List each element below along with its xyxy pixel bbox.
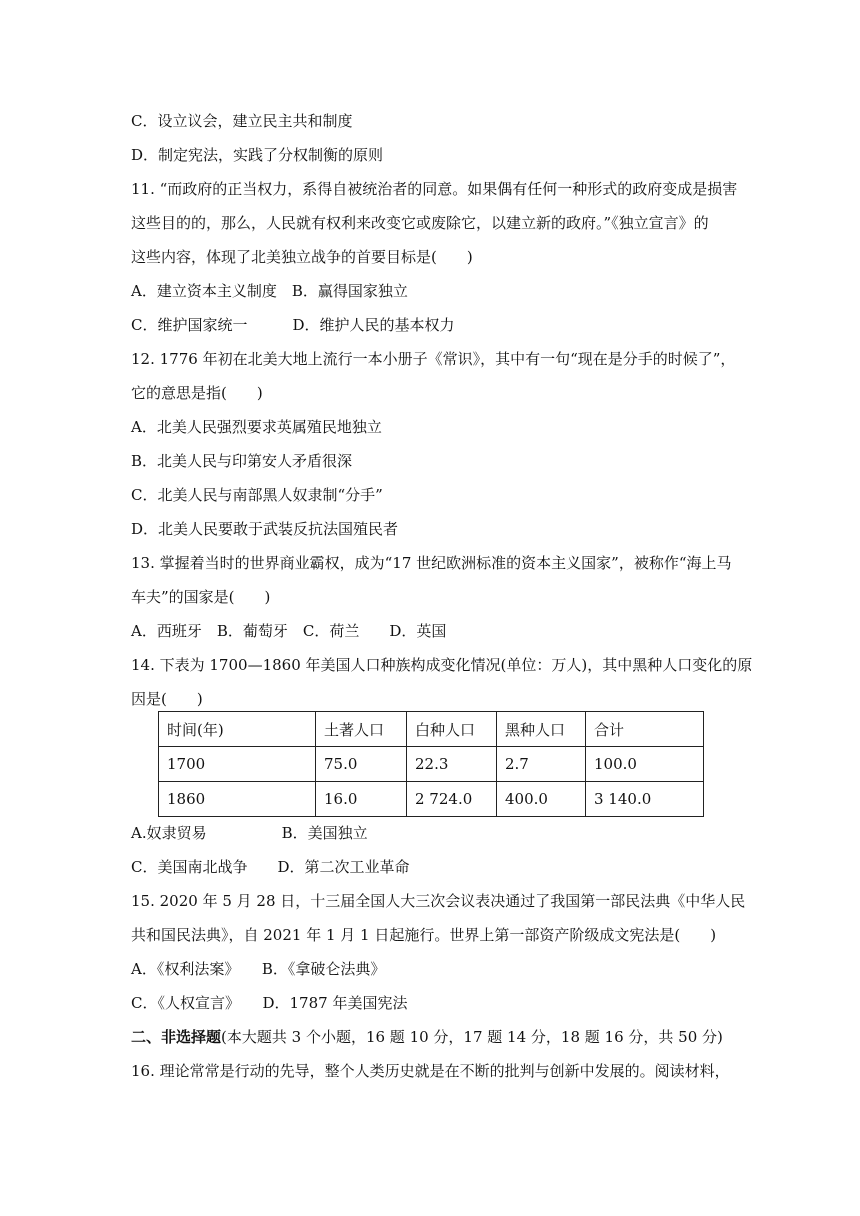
q11-options-cd: C．维护国家统一 D．维护人民的基本权力 [131, 316, 455, 334]
q12-text-line-2: 它的意思是指( ) [131, 384, 263, 402]
table-header-cell: 黑种人口 [497, 712, 586, 747]
q14-options-cd: C．美国南北战争 D．第二次工业革命 [131, 858, 410, 876]
q11-options-ab: A．建立资本主义制度 B．赢得国家独立 [131, 282, 408, 300]
q12-text-line-1: 12. 1776 年初在北美大地上流行一本小册子《常识》，其中有一句“现在是分手的时候了”， [131, 350, 736, 368]
q15-options-ab: A．《权利法案》 B．《拿破仑法典》 [131, 960, 386, 978]
q15-text-line-1: 15. 2020 年 5 月 28 日，十三届全国人大三次会议表决通过了我国第一部民法典《中华人民 [131, 892, 746, 910]
q16-text-line-1: 16. 理论常常是行动的先导，整个人类历史就是在不断的批判与创新中发展的。阅读材料， [131, 1062, 730, 1080]
table-header-row [159, 712, 704, 747]
q14-options-ab: A.奴隶贸易 B．美国独立 [131, 824, 368, 842]
table-header-cell: 时间(年) [159, 712, 316, 747]
q11-text-line-3: 这些内容，体现了北美独立战争的首要目标是( ) [131, 248, 473, 266]
table-cell: 1860 [159, 782, 316, 817]
q12-option-c: C．北美人民与南部黑人奴隶制“分手” [131, 486, 383, 504]
table-row [159, 782, 704, 817]
q13-options: A．西班牙 B．葡萄牙 C．荷兰 D．英国 [131, 622, 447, 640]
q14-text-line-1: 14. 下表为 1700—1860 年美国人口种族构成变化情况(单位：万人)，其中黑种人口变化的原 [131, 656, 753, 674]
table-cell: 400.0 [497, 782, 586, 817]
table-cell: 1700 [159, 747, 316, 782]
table-header-cell: 白种人口 [407, 712, 497, 747]
q12-option-d: D．北美人民要敢于武装反抗法国殖民者 [131, 520, 399, 538]
section-note: (本大题共 3 个小题，16 题 10 分，17 题 14 分，18 题 16 分，共 50 分) [221, 1028, 723, 1046]
q13-text-line-2: 车夫”的国家是( ) [131, 588, 271, 606]
section-title: 二、非选择题 [131, 1028, 222, 1046]
table-cell: 100.0 [586, 747, 704, 782]
q15-text-line-2: 共和国民法典》，自 2021 年 1 月 1 日起施行。世界上第一部资产阶级成文宪法是( ) [131, 926, 717, 944]
table-cell: 22.3 [407, 747, 497, 782]
table-cell: 75.0 [316, 747, 407, 782]
q12-option-b: B．北美人民与印第安人矛盾很深 [131, 452, 353, 470]
q10-option-c: C．设立议会，建立民主共和制度 [131, 112, 353, 130]
table-cell: 16.0 [316, 782, 407, 817]
q14-text-line-2: 因是( ) [131, 690, 203, 708]
q13-text-line-1: 13. 掌握着当时的世界商业霸权，成为“17 世纪欧洲标准的资本主义国家”，被称作“海上马 [131, 554, 732, 572]
q11-text-line-1: 11. “而政府的正当权力，系得自被统治者的同意。如果偶有任何一种形式的政府变成是损害 [131, 180, 738, 198]
table-header-cell: 合计 [586, 712, 704, 747]
population-table [158, 711, 704, 817]
q15-options-cd: C．《人权宣言》 D．1787 年美国宪法 [131, 994, 408, 1012]
table-cell: 2 724.0 [407, 782, 497, 817]
table-cell: 2.7 [497, 747, 586, 782]
q12-option-a: A．北美人民强烈要求英属殖民地独立 [131, 418, 382, 436]
table-header-cell: 土著人口 [316, 712, 407, 747]
q11-text-line-2: 这些目的的，那么，人民就有权利来改变它或废除它，以建立新的政府。”《独立宣言》的 [131, 214, 709, 232]
q10-option-d: D．制定宪法，实践了分权制衡的原则 [131, 146, 384, 164]
table-row [159, 747, 704, 782]
table-cell: 3 140.0 [586, 782, 704, 817]
section-heading [131, 1027, 723, 1047]
